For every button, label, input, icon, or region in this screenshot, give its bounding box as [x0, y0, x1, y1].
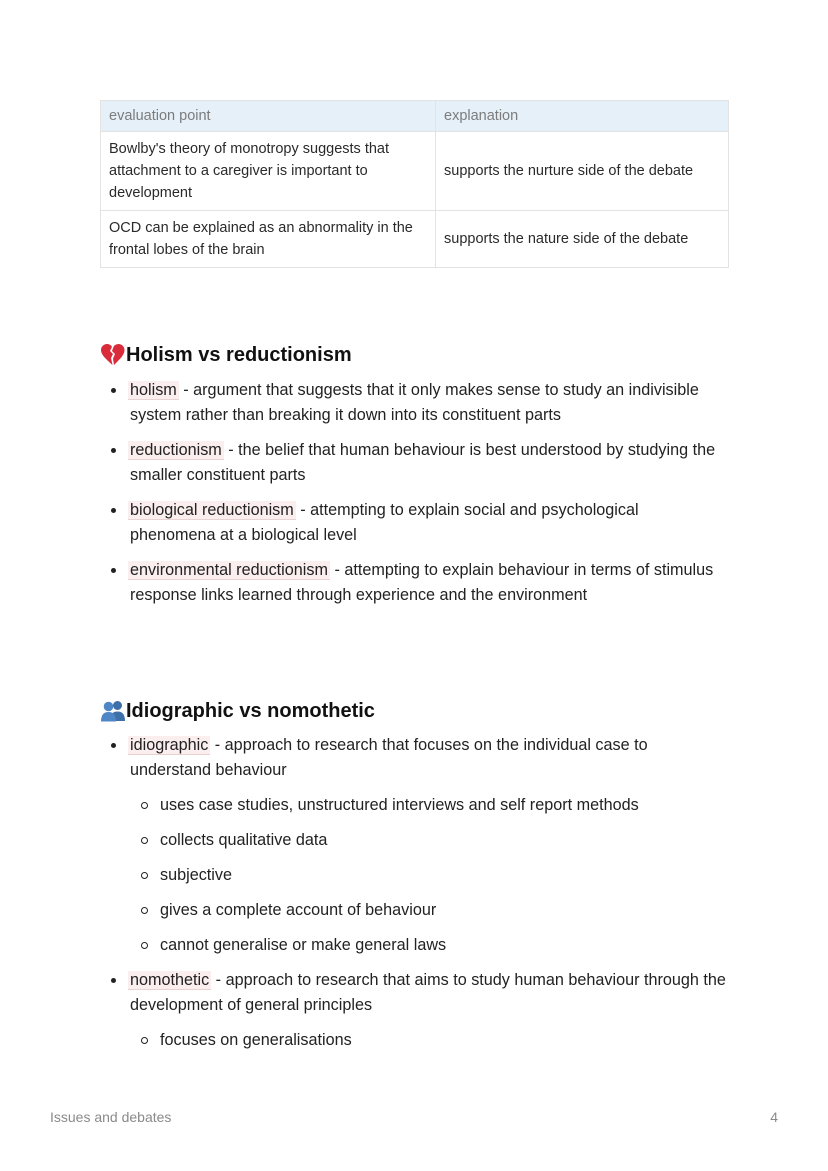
broken-heart-icon: [100, 343, 126, 367]
term-highlight: reductionism: [130, 441, 222, 459]
term-highlight: nomothetic: [130, 971, 210, 989]
holism-list: [108, 378, 728, 618]
people-icon: [100, 699, 126, 723]
sub-list-item: gives a complete account of behaviour: [130, 898, 728, 923]
footer-title: Issues and debates: [50, 1109, 172, 1125]
table-cell: Bowlby's theory of monotropy suggests that attachment to a caregiver is important to development: [101, 132, 436, 211]
sub-list: [130, 1028, 728, 1053]
term-highlight: idiographic: [130, 736, 209, 754]
term-highlight: biological reductionism: [130, 501, 294, 519]
table-cell: supports the nurture side of the debate: [436, 132, 729, 211]
section-title: Holism vs reductionism: [126, 344, 352, 366]
definition: - attempting to explain behaviour in terms of stimulus response links learned through experience and the environment: [130, 561, 714, 604]
definition: - the belief that human behaviour is best understood by studying the smaller constituent parts: [130, 441, 716, 484]
term-highlight: holism: [130, 381, 177, 399]
list-item: [108, 378, 728, 428]
section-heading-idiographic: [100, 697, 375, 725]
table-cell: supports the nature side of the debate: [436, 211, 729, 268]
column-header: evaluation point: [101, 101, 436, 132]
sub-list: [130, 793, 728, 958]
table-cell: OCD can be explained as an abnormality in the frontal lobes of the brain: [101, 211, 436, 268]
sub-list-item: cannot generalise or make general laws: [130, 933, 728, 958]
sub-list-item: subjective: [130, 863, 728, 888]
table-row: [101, 211, 729, 268]
definition: - approach to research that focuses on the individual case to understand behaviour: [130, 736, 648, 779]
definition: - approach to research that aims to study human behaviour through the development of general principles: [130, 971, 726, 1014]
column-header: explanation: [436, 101, 729, 132]
term-highlight: environmental reductionism: [130, 561, 328, 579]
definition: - argument that suggests that it only makes sense to study an indivisible system rather than breaking it down into its constituent parts: [130, 381, 699, 424]
list-item: [108, 968, 728, 1053]
list-item: [108, 438, 728, 488]
table-header-row: [101, 101, 729, 132]
list-item: [108, 558, 728, 608]
definition: - attempting to explain social and psychological phenomena at a biological level: [130, 501, 639, 544]
evaluation-table: [100, 100, 729, 268]
table-row: [101, 132, 729, 211]
section-title: Idiographic vs nomothetic: [126, 700, 375, 722]
section-heading-holism: [100, 341, 352, 369]
idiographic-list: [108, 733, 728, 1063]
page-number: 4: [770, 1109, 778, 1125]
sub-list-item: uses case studies, unstructured interviews and self report methods: [130, 793, 728, 818]
sub-list-item: collects qualitative data: [130, 828, 728, 853]
list-item: [108, 733, 728, 958]
list-item: [108, 498, 728, 548]
sub-list-item: focuses on generalisations: [130, 1028, 728, 1053]
